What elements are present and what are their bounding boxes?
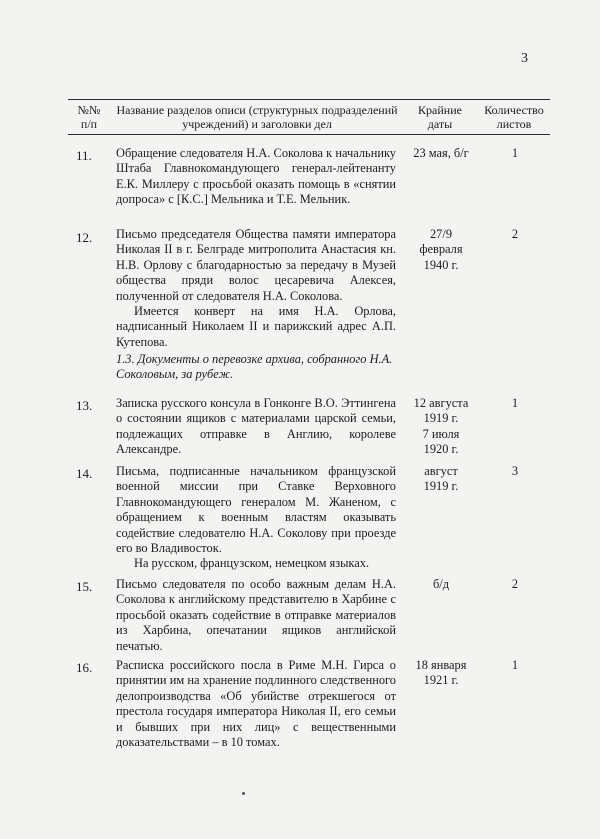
row-11-text — [116, 146, 396, 208]
row-14-date-line: август — [424, 464, 458, 478]
row-12-num: 12. — [76, 230, 93, 245]
row-11-date-line: 23 мая, б/г — [413, 146, 469, 160]
row-12-date-line: 27/9 — [429, 227, 453, 241]
header-title: Название разделов описи (структурных подразделений учреждений) и заголовки дел — [116, 103, 398, 131]
row-11-count: 1 — [511, 146, 519, 160]
header-count: Количество листов — [484, 103, 544, 131]
row-16-date-line: 18 января — [415, 658, 467, 672]
row-11-dates — [405, 146, 477, 161]
row-12-text-p1: Письмо председателя Общества памяти императора Николая II в г. Белграде митрополита Анастасия кн. Н.В. Орлову с благодарностью за передачу в Музей общества пряди волос цесаревича Алексея, полученной от следователя Н.А. Соколова. — [116, 227, 396, 303]
header-num: №№ п/п — [77, 103, 101, 131]
row-15-text-p1: Письмо следователя по особо важным делам Н.А. Соколова к английскому представителю в Харбине с просьбой оказать содействие в отправке материалов из Харбина, опечатании ящиков английской печатью. — [116, 577, 396, 653]
row-13-dates — [405, 396, 477, 458]
row-13-date-line: 12 августа — [413, 396, 469, 410]
row-13-date-line: 1919 г. — [423, 411, 459, 426]
row-14-text-p2: На русском, французском, немецком языках. — [134, 556, 370, 571]
header-dates: Крайние даты — [418, 103, 462, 131]
row-12-text — [116, 227, 396, 350]
row-15-text — [116, 577, 396, 654]
table-header-rule-bottom — [68, 134, 550, 135]
row-13-date-line: 1920 г. — [423, 442, 459, 457]
row-16-text — [116, 658, 396, 750]
row-14-text — [116, 464, 396, 572]
row-12-date-line: 1940 г. — [423, 257, 459, 272]
row-14-date-line: 1919 г. — [423, 479, 459, 494]
row-13-date-line: 7 июля — [422, 426, 460, 441]
row-16-num: 16. — [76, 660, 93, 675]
row-14-count: 3 — [511, 464, 519, 478]
row-16-date-line: 1921 г. — [423, 673, 459, 688]
row-14-text-p1: Письма, подписанные начальником французской военной миссии при Ставке Верховного Главнокомандующего генералом М. Жаненом, с обращением к военным властям оказывать содействие следователю Н.А. Соколову при проезде его во Владивосток. — [116, 464, 396, 556]
row-12-text-p2: Имеется конверт на имя Н.А. Орлова, надписанный Николаем II и парижский адрес А.П. Кутепова. — [116, 304, 396, 349]
row-14-num: 14. — [76, 466, 93, 481]
row-16-count: 1 — [511, 658, 519, 672]
row-13-text-p1: Записка русского консула в Гонконге В.О. Эттингена о состоянии ящиков с материалами царской семьи, подлежащих отправке в Англию, королеве Александре. — [116, 396, 396, 457]
row-14-dates — [405, 464, 477, 495]
row-11-text-p1: Обращение следователя Н.А. Соколова к начальнику Штаба Главнокомандующего генерал-лейтенанту Е.К. Миллеру с просьбой оказать помощь в «снятии допроса» с [К.С.] Мельника и Т.Е. Мельник. — [116, 146, 396, 207]
row-13-text — [116, 396, 396, 458]
row-15-num: 15. — [76, 579, 93, 594]
row-15-count: 2 — [511, 577, 519, 591]
row-12-count: 2 — [511, 227, 519, 241]
row-11-num: 11. — [76, 148, 92, 163]
row-13-count: 1 — [511, 396, 519, 410]
table-header-rule-top — [68, 99, 550, 100]
row-15-date-line: б/д — [432, 577, 450, 591]
page-number: 3 — [521, 51, 528, 66]
row-12-date-line: февраля — [419, 242, 463, 257]
section-heading: 1.3. Документы о перевозке архива, собранного Н.А. Соколовым, за рубеж. — [116, 352, 393, 382]
row-16-text-p1: Расписка российского посла в Риме М.Н. Гирса о принятии им на хранение подлинного следственного делопроизводства «Об убийстве отрекшегося от престола государя императора Николая II, его семьи и бывших при них лиц» с вещественными доказательствами – в 10 томах. — [116, 658, 396, 750]
row-13-num: 13. — [76, 398, 93, 413]
row-12-dates — [405, 227, 477, 273]
row-15-dates — [405, 577, 477, 592]
row-16-dates — [405, 658, 477, 689]
scan-speck — [242, 792, 245, 795]
